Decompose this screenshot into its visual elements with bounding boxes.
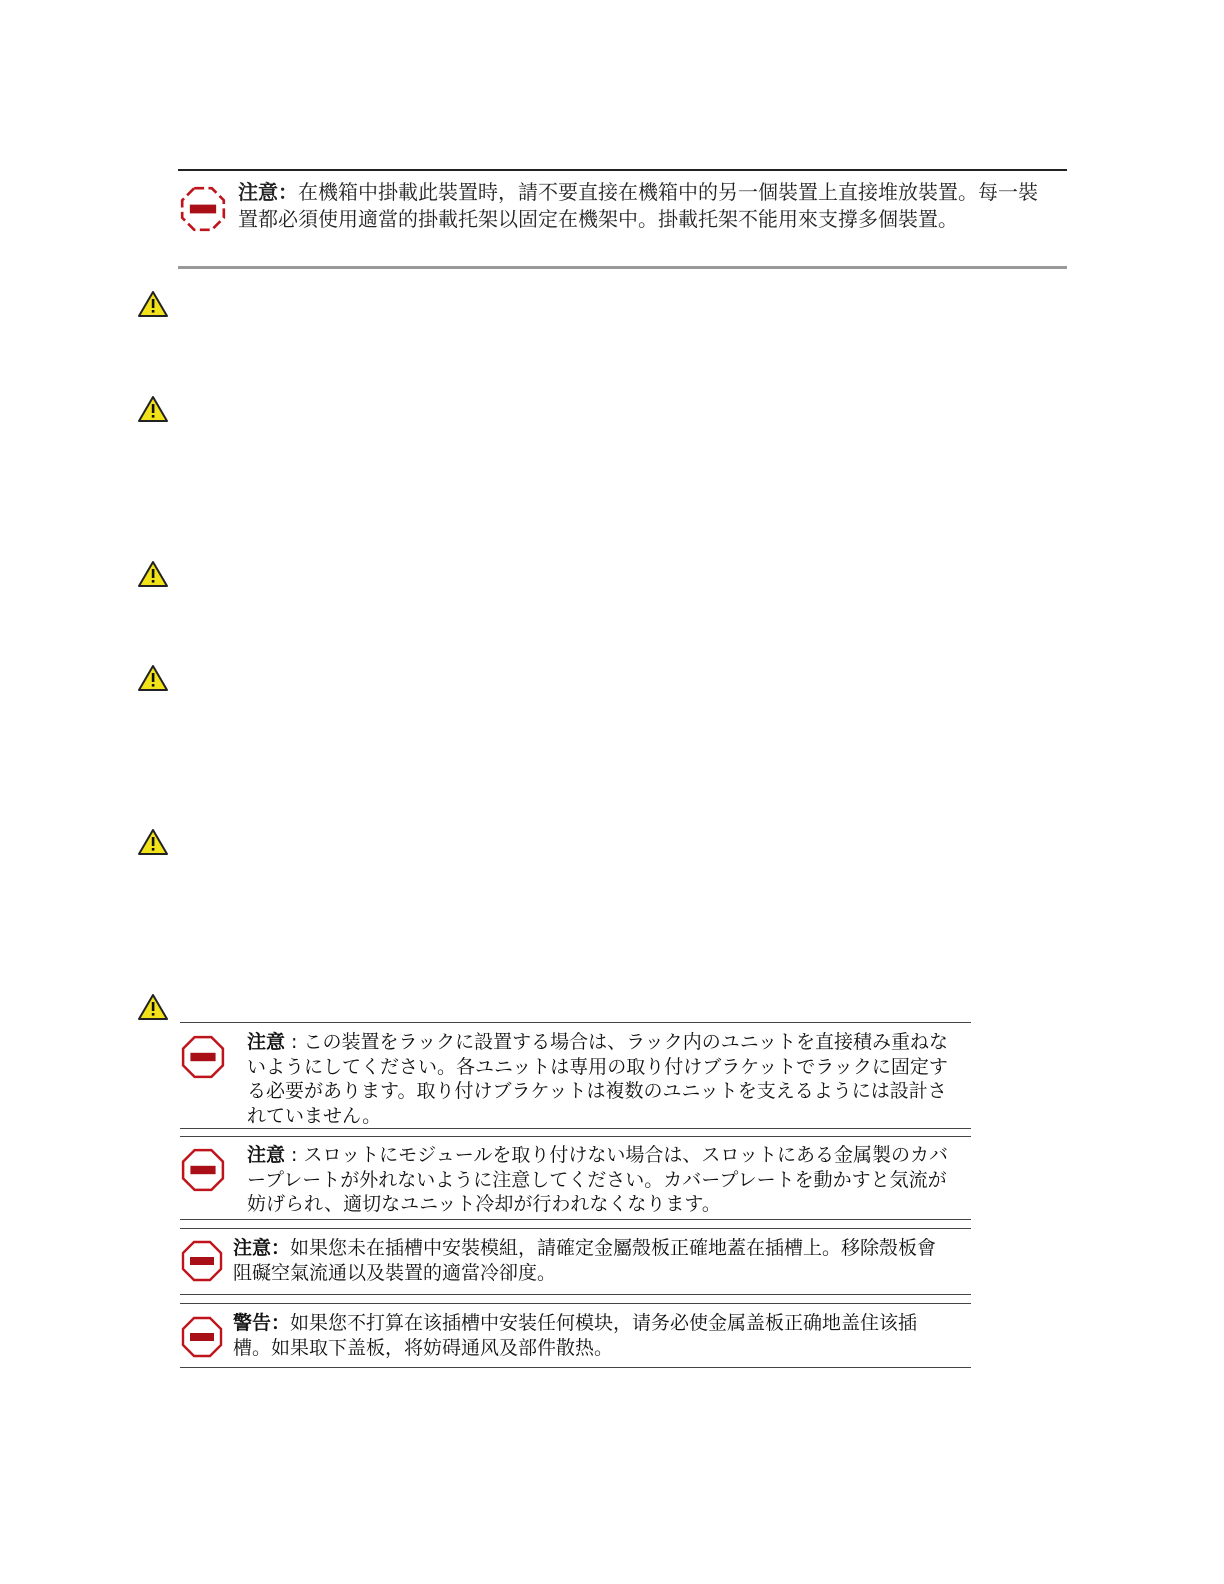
- stop-icon: [181, 1240, 223, 1282]
- notice-text: 如果您不打算在该插槽中安装任何模块，请务必使金属盖板正确地盖住该插槽。如果取下盖板，将妨碍通风及部件散热。: [233, 1312, 918, 1359]
- notice-1-bottom-rule: [178, 266, 1067, 269]
- notice-5-bottom-rule: [180, 1367, 971, 1368]
- stop-icon: [181, 1316, 223, 1358]
- notice-1: [238, 179, 1053, 233]
- notice-3-bottom-rule: [180, 1219, 971, 1220]
- notice-label: 注意: [238, 180, 278, 204]
- warning-triangle-icon: [137, 993, 169, 1021]
- notice-5: [233, 1311, 945, 1360]
- notice-label: 注意: [233, 1237, 272, 1259]
- notice-2: [247, 1030, 959, 1128]
- notice-1-top-rule: [178, 169, 1067, 171]
- notice-text: この装置をラックに設置する場合は、ラック内のユニットを直接積み重ねないようにしてください。各ユニットは専用の取り付けブラケットでラックに固定する必要があります。取り付けブラケットは複数のユニットを支えるようには設計されていません。: [247, 1031, 948, 1127]
- stop-icon: [180, 186, 226, 232]
- notice-separator: :: [285, 1031, 304, 1053]
- notice-5-top-rule: [180, 1303, 971, 1304]
- notice-separator: :: [285, 1144, 304, 1166]
- warning-triangle-icon: [137, 664, 169, 692]
- warning-triangle-icon: [137, 290, 169, 318]
- notice-2-top-rule: [180, 1022, 971, 1023]
- notice-2-bottom-rule: [180, 1128, 971, 1129]
- notice-3: [247, 1143, 959, 1217]
- notice-separator: ：: [278, 180, 298, 204]
- notice-label: 注意: [247, 1031, 286, 1053]
- notice-4: [233, 1236, 945, 1285]
- notice-text: 在機箱中掛載此裝置時，請不要直接在機箱中的另一個裝置上直接堆放裝置。每一裝置都必須使用適當的掛載托架以固定在機架中。掛載托架不能用來支撐多個裝置。: [238, 180, 1038, 231]
- warning-triangle-icon: [137, 560, 169, 588]
- notice-4-top-rule: [180, 1228, 971, 1229]
- notice-separator: ：: [271, 1237, 291, 1259]
- stop-icon: [181, 1148, 225, 1192]
- warning-triangle-icon: [137, 828, 169, 856]
- notice-label: 注意: [247, 1144, 286, 1166]
- notice-3-top-rule: [180, 1136, 971, 1137]
- notice-text: 如果您未在插槽中安裝模組，請確定金屬殼板正確地蓋在插槽上。移除殼板會阻礙空氣流通以及裝置的適當冷卻度。: [233, 1237, 937, 1284]
- notice-separator: ：: [271, 1312, 291, 1334]
- notice-label: 警告: [233, 1312, 272, 1334]
- warning-triangle-icon: [137, 395, 169, 423]
- stop-icon: [181, 1035, 225, 1079]
- notice-4-bottom-rule: [180, 1294, 971, 1295]
- notice-text: スロットにモジュールを取り付けない場合は、スロットにある金属製のカバープレートが外れないように注意してください。カバープレートを動かすと気流が妨げられ、適切なユニット冷却が行われなくなります。: [247, 1144, 948, 1215]
